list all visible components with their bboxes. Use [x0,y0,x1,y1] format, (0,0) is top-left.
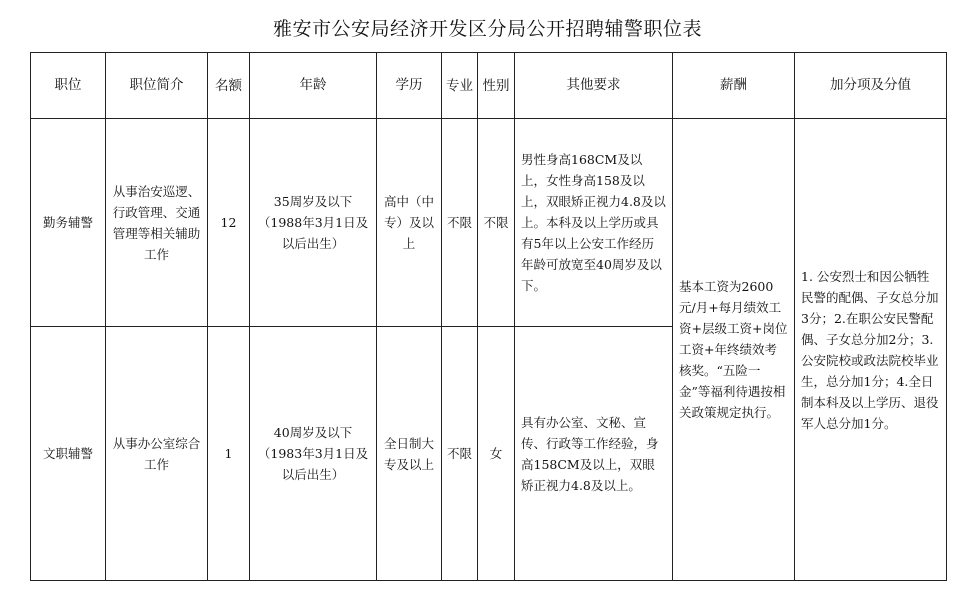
cell-quota: 12 [208,119,250,327]
cell-salary: 基本工资为2600元/月+每月绩效工资+层级工资+岗位工资+年终绩效考核奖。“五险一金”等福利待遇按相关政策规定执行。 [673,119,795,581]
header-education: 学历 [377,53,442,119]
header-quota: 名额 [208,53,250,119]
cell-gender: 不限 [478,119,515,327]
header-row [31,53,947,119]
header-position: 职位 [31,53,106,119]
cell-age: 35周岁及以下（1988年3月1日及以后出生） [250,119,377,327]
cell-other: 具有办公室、文秘、宣传、行政等工作经验，身高158CM及以上，双眼矫正视力4.8及以上。 [515,327,673,581]
cell-quota: 1 [208,327,250,581]
cell-gender: 女 [478,327,515,581]
cell-intro: 从事办公室综合工作 [106,327,208,581]
job-table [30,52,947,581]
header-bonus: 加分项及分值 [795,53,947,119]
cell-major: 不限 [442,119,478,327]
cell-education: 全日制大专及以上 [377,327,442,581]
cell-intro: 从事治安巡逻、行政管理、交通管理等相关辅助工作 [106,119,208,327]
header-intro: 职位简介 [106,53,208,119]
header-salary: 薪酬 [673,53,795,119]
cell-education: 高中（中专）及以上 [377,119,442,327]
cell-other: 男性身高168CM及以上，女性身高158及以上，双眼矫正视力4.8及以上。本科及以上学历或具有5年以上公安工作经历年龄可放宽至40周岁及以下。 [515,119,673,327]
table-row [31,119,947,327]
cell-position: 文职辅警 [31,327,106,581]
header-gender: 性别 [478,53,515,119]
header-age: 年龄 [250,53,377,119]
cell-age: 40周岁及以下（1983年3月1日及以后出生） [250,327,377,581]
cell-bonus: 1. 公安烈士和因公牺牲民警的配偶、子女总分加3分；2.在职公安民警配偶、子女总分加2分；3.公安院校或政法院校毕业生，总分加1分；4.全日制本科及以上学历、退役军人总分加1分。 [795,119,947,581]
cell-major: 不限 [442,327,478,581]
header-other: 其他要求 [515,53,673,119]
page-title: 雅安市公安局经济开发区分局公开招聘辅警职位表 [272,18,702,40]
cell-position: 勤务辅警 [31,119,106,327]
header-major: 专业 [442,53,478,119]
